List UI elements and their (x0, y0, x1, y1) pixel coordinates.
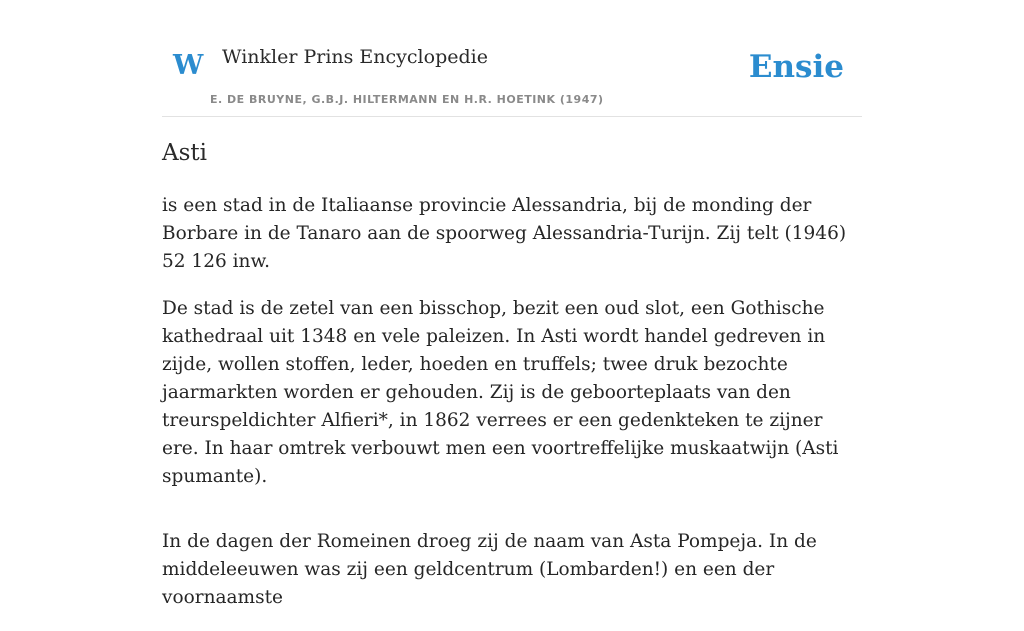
ensie-brand-logo[interactable]: Ensie (748, 49, 844, 85)
encyclopedia-authors: E. DE BRUYNE, G.B.J. HILTERMANN EN H.R. HOETINK (1947) (210, 93, 604, 106)
encyclopedia-header (162, 38, 862, 117)
article-paragraph: De stad is de zetel van een bisschop, bezit een oud slot, een Gothische kathedraal uit 1348 en vele paleizen. In Asti wordt handel gedreven in zijde, wollen stoffen, leder, hoeden en truffels; twee druk bezochte jaarmarkten worden er gehouden. Zij is de geboorteplaats van den treurspeldichter Alfieri*, in 1862 verrees er een gedenkteken te zijner ere. In haar omtrek verbouwt men een voortreffelijke muskaatwijn (Asti spumante). (162, 298, 839, 487)
article-paragraph: is een stad in de Italiaanse provincie Alessandria, bij de monding der Borbare in de Tanaro aan de spoorweg Alessandria-Turijn. Zij telt (1946) 52 126 inw. (162, 195, 847, 272)
winkler-prins-logo[interactable]: W (173, 50, 204, 81)
article-body (162, 192, 864, 631)
article-title: Asti (162, 140, 208, 166)
encyclopedia-title[interactable]: Winkler Prins Encyclopedie (222, 46, 488, 68)
article-paragraph: In de dagen der Romeinen droeg zij de naam van Asta Pompeja. In de middeleeuwen was zij een geldcentrum (Lombarden!) en een der voornaamste (162, 531, 817, 608)
